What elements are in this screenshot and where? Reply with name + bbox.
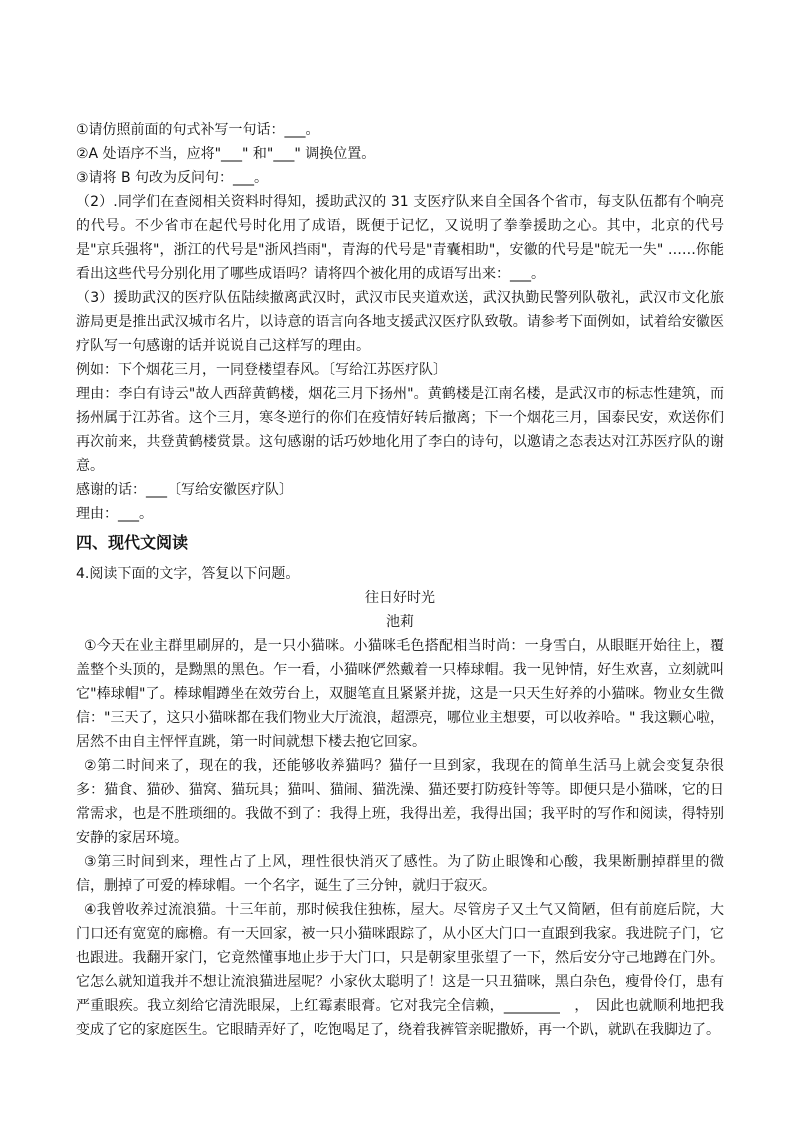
question-item-2: ②A 处语序不当，应将"___" 和"___" 调换位置。 [76,146,376,162]
article-paragraph-1: ①今天在业主群里刷屏的，是一只小猫咪。小猫咪毛色搭配相当时尚：一身雪白，从眼眶开始往上，覆盖整个头顶的，是黝黑的黑色。乍一看，小猫咪俨然戴着一只棒球帽。我一见钟情，好生欢喜，立刻就叫它"棒球帽"了。棒球帽蹲坐在效劳台上，双腿笔直且紧紧并拢，这是一只天生好养的小猫咪。物业女生微信："三天了，这只小猫咪都在我们物业大厅流浪，超漂亮，哪位业主想要，可以收养哈。" 我这颗心啦，居然不由自主怦怦直跳，第一时间就想下楼去抱它回家。 [76,638,724,750]
question-item-1: ①请仿照前面的句式补写一句话：___。 [76,122,320,138]
question-2: （2）.同学们在查阅相关资料时得知，援助武汉的 31 支医疗队来自全国各个省市，每支队伍都有个响亮的代号。不少省市在起代号时化用了成语，既便于记忆，又说明了拳拳援助之心。其中，北京的代号是"京兵强将"，浙江的代号是"浙风挡雨"，青海的代号是"青囊相助"，安徽的代号是"皖无一失" ……你能看出这些代号分别化用了哪些成语吗？请将四个被化用的成语写出来：___。 [76,194,724,282]
article-paragraph-3: ③第三时间到来，理性占了上风，理性很快消灭了感性。为了防止眼馋和心酸，我果断删掉群里的微信，删掉了可爱的棒球帽。一个名字，诞生了三分钟，就归于寂灭。 [76,854,724,894]
article-paragraph-4: ④我曾收养过流浪猫。十三年前，那时候我住独栋，屋大。尽管房子又土气又简陋，但有前庭后院，大门口还有宽宽的廊檐。有一天回家，被一只小猫咪跟踪了，从小区大门口一直跟到我家。我进院子门，它也跟进。我翻开家门，它竟然懂事地止步于大门口，只是朝家里张望了一下，然后安分守己地蹲在门外。它怎么就知道我并不想让流浪猫进屋呢？小家伙太聪明了！这是一只丑猫咪，黑白杂色，瘦骨伶仃，患有严重眼疾。我立刻给它清洗眼屎，上红霉素眼膏。它对我完全信赖，________ ， 因此也就顺利地把我变成了它的家庭医生。它眼睛弄好了，吃饱喝足了，绕着我裤管亲昵撒娇，再一个趴，就趴在我脚边了。 [76,902,724,1038]
question-4: 4.阅读下面的文字，答复以下问题。 [76,566,300,582]
example-line: 例如：下个烟花三月，一同登楼望春风。〔写给江苏医疗队〕 [76,362,447,378]
question-item-3: ③请将 B 句改为反问句：___。 [76,170,269,186]
article-paragraph-2: ②第二时间来了，现在的我，还能够收养猫吗？猫仔一旦到家，我现在的简单生活马上就会变复杂很多：猫食、猫砂、猫窝、猫玩具；猫叫、猫闹、猫洗澡、猫还要打防疫针等等。即便只是小猫咪，它的日常需求，也是不胜琐细的。我做不到了：我得上班，我得出差，我得出国；我平时的写作和阅读，得特别安静的家居环境。 [76,758,724,846]
article-title: 往日好时光 [365,590,435,606]
thanks-reason-line: 理由：___。 [76,506,153,522]
example-reason: 理由：李白有诗云"故人西辞黄鹤楼，烟花三月下扬州"。黄鹤楼是江南名楼，是武汉市的标志性建筑，而扬州属于江苏省。这个三月，寒冬逆行的你们在疫情好转后撤离；下一个烟花三月，国泰民安，欢送你们再次前来，共登黄鹤楼赏景。这句感谢的话巧妙地化用了李白的诗句，以邀请之态表达对江苏医疗队的谢意。 [76,386,724,474]
document-page [76,118,724,1042]
thanks-line: 感谢的话：___〔写给安徽医疗队〕 [76,482,293,498]
question-3: （3）援助武汉的医疗队伍陆续撤离武汉时，武汉市民夹道欢送，武汉执勤民警列队敬礼，武汉市文化旅游局更是推出武汉城市名片，以诗意的语言向各地支援武汉医疗队致敬。请参考下面例如，试着给安徽医疗队写一句感谢的话并说说自己这样写的理由。 [76,290,724,354]
article-author: 池莉 [386,614,414,630]
section-title: 四、现代文阅读 [76,533,189,552]
